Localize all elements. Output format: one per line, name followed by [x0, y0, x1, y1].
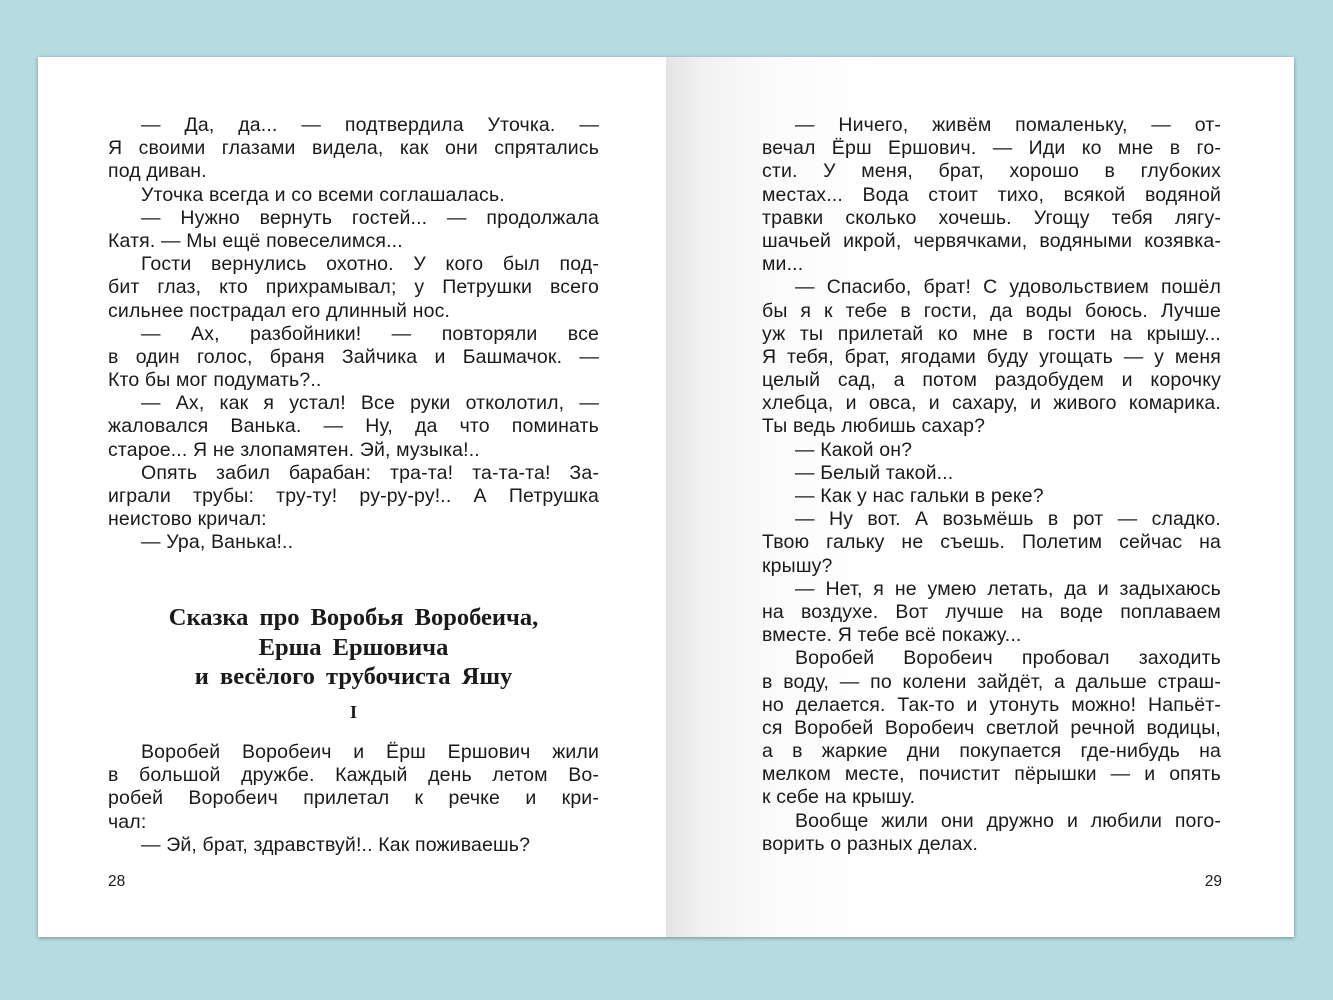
right-page [666, 57, 1294, 937]
text-line: робей Воробеич прилетал к речке и кри- [108, 787, 599, 810]
text-line: травки сколько хочешь. Угощу тебя лягу- [762, 206, 1221, 229]
text-line: — Ну вот. А возьмёшь в рот — сладко. [795, 508, 1221, 531]
text-line: — Какой он? [795, 438, 913, 461]
story-title-line: и весёлого трубочиста Яшу [194, 663, 513, 690]
text-line: старое... Я не злопамятен. Эй, музыка!.. [108, 438, 480, 461]
text-line: — Как у нас гальки в реке? [795, 485, 1044, 507]
text-line: на воздухе. Вот лучше на воде поплаваем [762, 600, 1221, 623]
text-line: Воробей Воробеич и Ёрш Ершович жили [141, 741, 599, 763]
text-line: вместе. Я тебе всё покажу... [762, 624, 1022, 647]
right-page-text [762, 114, 1221, 856]
text-line: — Нужно вернуть гостей... — продолжала [141, 206, 599, 229]
text-line: Опять забил барабан: тра-та! та-та-та! За- [141, 461, 599, 484]
text-line: — Ничего, живём помаленьку, — от- [795, 114, 1221, 136]
book-spread [38, 57, 1294, 937]
page-number: 28 [108, 873, 126, 890]
text-line: мелком месте, почистит пёрышки — и опять [762, 763, 1221, 786]
text-line: — Ах, как я устал! Все руки отколотил, — [141, 392, 599, 415]
text-line: в воду, — по колени зайдёт, а дальше страш- [762, 670, 1221, 693]
text-line: чал: [108, 810, 147, 833]
text-line: но делается. Так-то и утонуть можно! Напьёт- [762, 693, 1221, 716]
text-line: бы я к тебе в гости, да воды боюсь. Лучше [762, 299, 1221, 322]
text-line: местах... Вода стоит тихо, всякой водяной [762, 183, 1221, 206]
text-line: — Спасибо, брат! С удовольствием пошёл [795, 276, 1221, 299]
text-line: — Белый такой... [795, 461, 954, 484]
story-title-line: Ерша Ершовича [258, 633, 449, 661]
text-line: играли трубы: тру-ту! ру-ру-ру!.. А Петрушка [108, 485, 599, 507]
left-page-text-bottom [108, 741, 599, 857]
text-line: целый сад, а потом раздобудем и корочку [762, 369, 1221, 392]
text-line: к себе на крышу. [762, 786, 916, 809]
text-line: крышу? [762, 554, 833, 577]
text-line: — Ура, Ванька!.. [141, 531, 294, 554]
text-line: в один голос, браня Зайчика и Башмачок. — [108, 345, 599, 368]
chapter-number: I [349, 702, 357, 722]
text-line: Гости вернулись охотно. У кого был под- [141, 253, 599, 276]
text-line: шачьей икрой, червячками, водяными козявка- [762, 229, 1221, 252]
text-line: — Да, да... — подтвердила Уточка. — [141, 114, 599, 136]
left-page [38, 57, 666, 937]
text-line: Я своими глазами видела, как они спрятались [108, 137, 599, 160]
text-line: — Ах, разбойники! — повторяли все [141, 322, 599, 345]
text-line: Я тебя, брат, ягодами буду угощать — у меня [762, 345, 1221, 368]
text-line: в большой дружбе. Каждый день летом Во- [108, 764, 599, 787]
text-line: бит глаз, кто прихрамывал; у Петрушки всего [108, 276, 599, 299]
text-line: — Нет, я не умею летать, да и задыхаюсь [795, 577, 1221, 600]
page-number: 29 [1204, 873, 1222, 890]
text-line: Уточка всегда и со всеми соглашалась. [141, 183, 505, 206]
left-page-text-top [108, 114, 599, 555]
text-line: жаловался Ванька. — Ну, да что поминать [108, 415, 599, 438]
text-line: неистово кричал: [108, 508, 267, 531]
text-line: Кто бы мог подумать?.. [108, 369, 322, 392]
story-title-line: Сказка про Воробья Воробеича, [168, 604, 539, 631]
text-line: уж ты прилетай ко мне в гости на крышу... [762, 322, 1221, 345]
text-line: хлебца, и овса, и сахару, и живого комарика. [762, 392, 1221, 415]
story-title [108, 603, 599, 692]
text-line: Катя. — Мы ещё повеселимся... [108, 229, 403, 252]
text-line: под диван. [108, 160, 207, 183]
text-line: Твою гальку не съешь. Полетим сейчас на [762, 531, 1221, 554]
text-line: ворить о разных делах. [762, 832, 979, 855]
text-line: Воробей Воробеич пробовал заходить [795, 647, 1221, 670]
text-line: Ты ведь любишь сахар? [762, 415, 986, 438]
text-line: вечал Ёрш Ершович. — Иди ко мне в го- [762, 137, 1221, 160]
text-line: сильнее пострадал его длинный нос. [108, 299, 451, 322]
text-line: — Эй, брат, здравствуй!.. Как поживаешь? [141, 833, 531, 856]
text-line: Вообще жили они дружно и любили пого- [795, 809, 1221, 832]
text-line: сти. У меня, брат, хорошо в глубоких [762, 160, 1221, 183]
text-line: ми... [762, 253, 804, 276]
text-line: а в жаркие дни покупается где-нибудь на [762, 740, 1221, 763]
text-line: ся Воробей Воробеич светлой речной водицы, [762, 716, 1221, 739]
